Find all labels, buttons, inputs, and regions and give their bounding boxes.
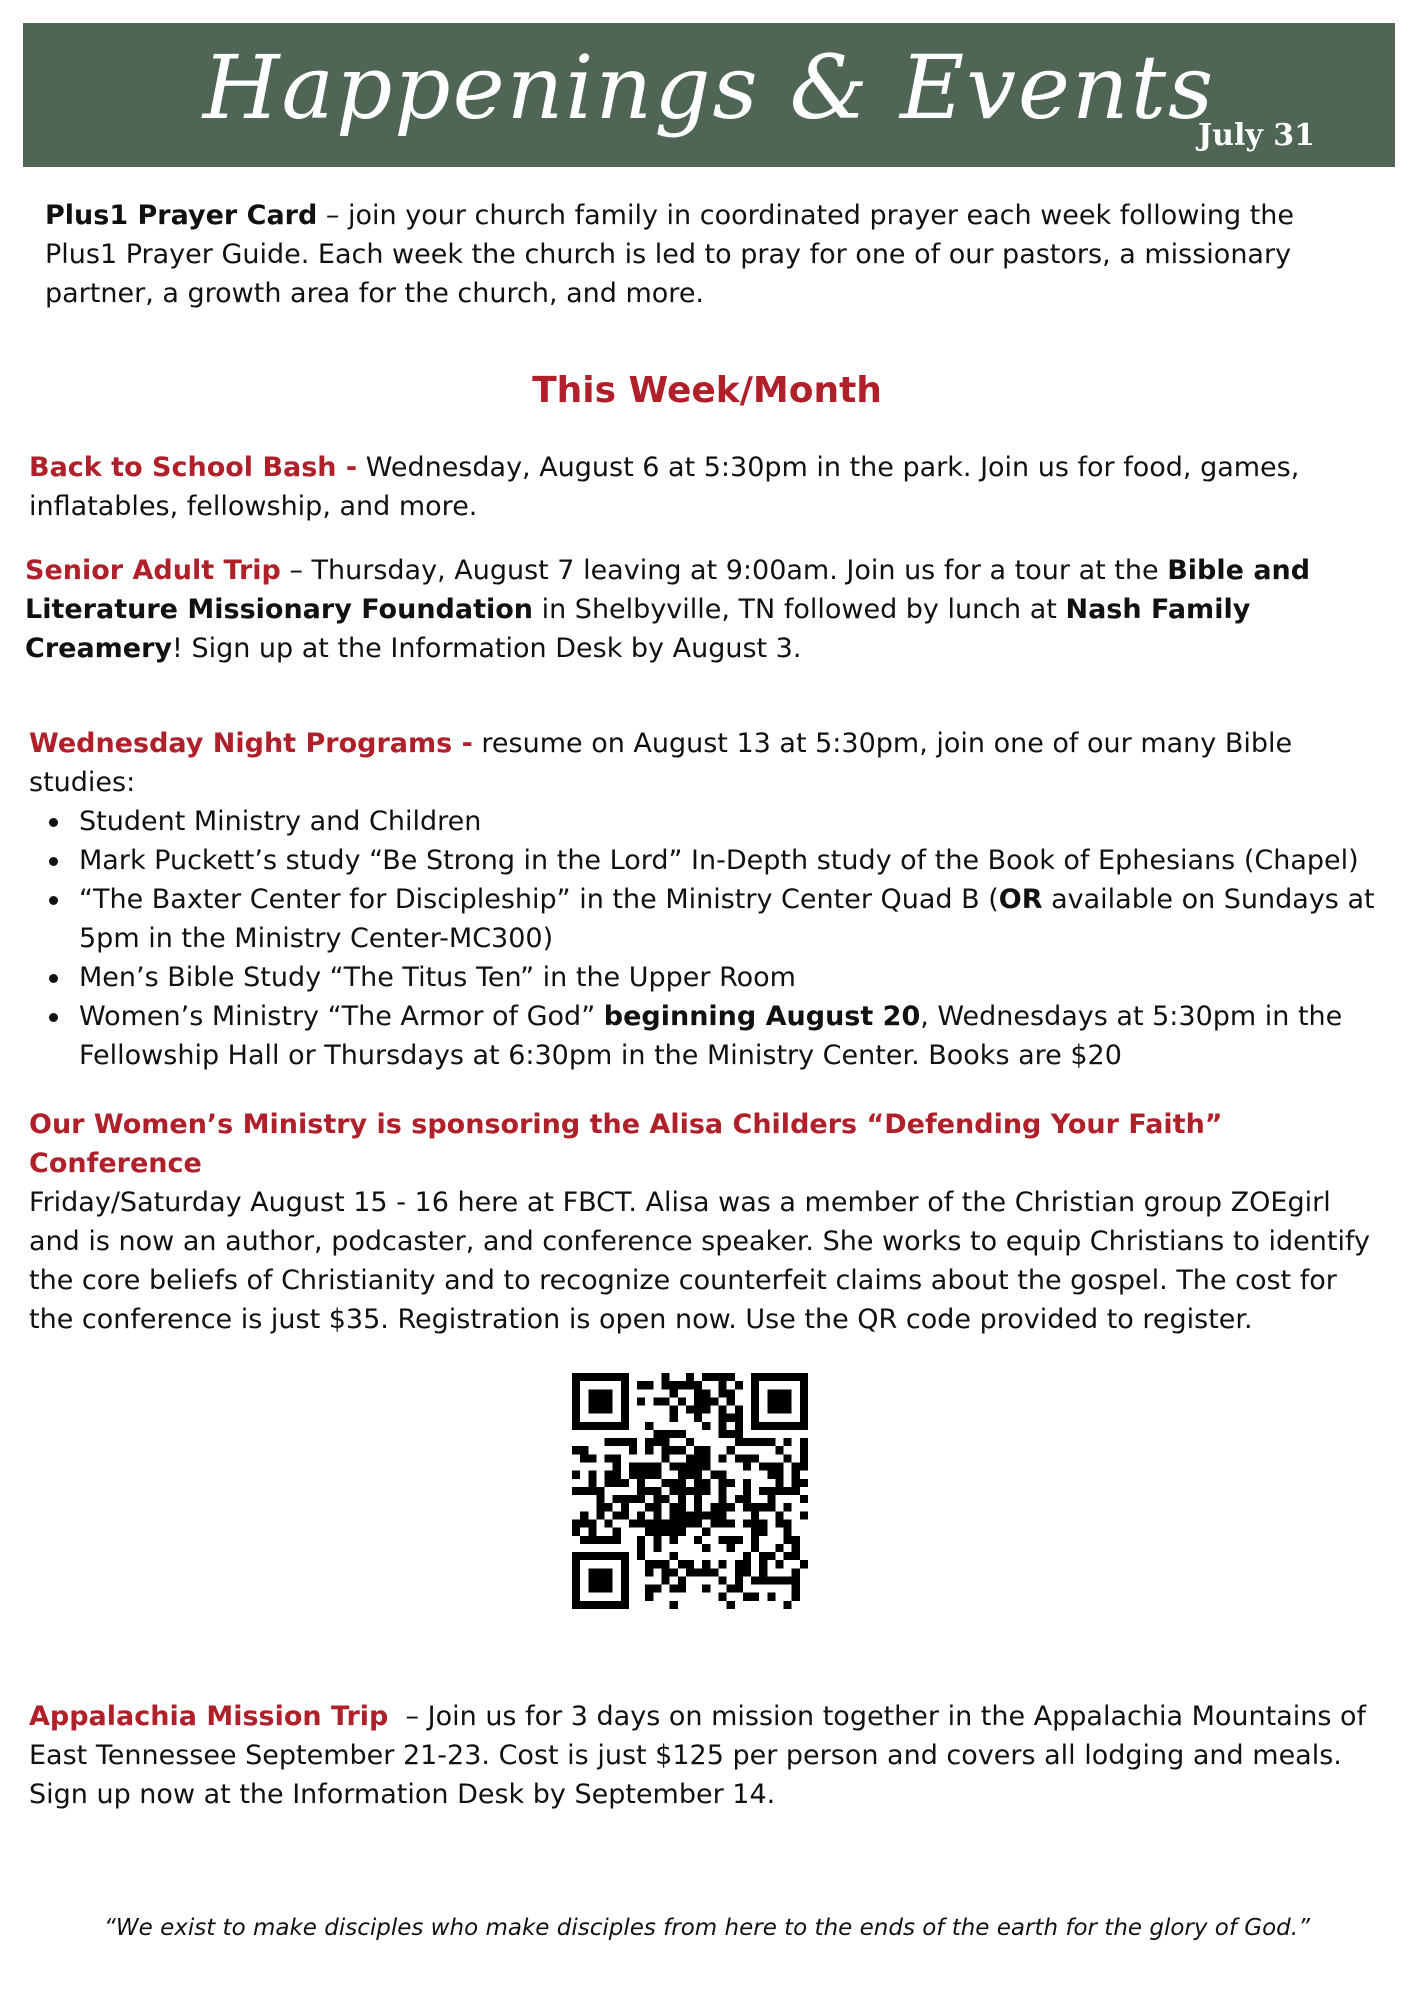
list-item: Student Ministry and Children [79, 802, 1384, 841]
registration-qr-code[interactable] [572, 1373, 808, 1609]
prayer-card-title: Plus1 Prayer Card [45, 200, 318, 231]
issue-date: July 31 [1197, 118, 1315, 153]
event-bold: Nash Family Creamery [25, 594, 1251, 664]
prayer-card-paragraph [45, 196, 1345, 313]
section-heading: This Week/Month [532, 370, 882, 411]
event-text: in Shelbyville, TN followed by lunch at [533, 594, 1066, 625]
list-item: Women’s Ministry “The Armor of God” beginning August 20, Wednesdays at 5:30pm in the Fellowship Hall or Thursdays at 6:30pm in the Ministry Center. Books are $20 [79, 997, 1384, 1075]
event-womens-conference [29, 1105, 1374, 1339]
event-title: Senior Adult Trip [25, 555, 281, 586]
event-title: Appalachia Mission Trip [29, 1701, 389, 1732]
event-title: Back to School Bash - [29, 452, 358, 483]
event-bold: Bible and Literature Missionary Foundation [25, 555, 1311, 625]
header-banner [23, 23, 1395, 167]
page-title: Happenings & Events [202, 36, 1216, 139]
list-item: Mark Puckett’s study “Be Strong in the Lord” In-Depth study of the Book of Ephesians (Chapel) [79, 841, 1384, 880]
event-text: resume on August 13 at 5:30pm, join one of our many Bible studies: [29, 728, 1293, 798]
mission-statement: “We exist to make disciples who make disciples from here to the ends of the earth for the glory of God.” [103, 1915, 1311, 1941]
wednesday-intro [29, 724, 1384, 802]
event-wednesday-programs [29, 724, 1384, 1075]
event-title: Our Women’s Ministry is sponsoring the Alisa Childers “Defending Your Faith” Conference [29, 1109, 1223, 1179]
event-text: ! Sign up at the Information Desk by August 3. [172, 633, 802, 664]
event-text: – Thursday, August 7 leaving at 9:00am. Join us for a tour at the [280, 555, 1168, 586]
event-text: – Join us for 3 days on mission together in the Appalachia Mountains of East Tennessee September 21-23. Cost is just $125 per person and covers all lodging and meals. Sign up now at the Information Desk by September 14. [29, 1701, 1375, 1810]
event-appalachia-trip [29, 1697, 1379, 1814]
event-text: Wednesday, August 6 at 5:30pm in the park. Join us for food, games, inflatables, fellowship, and more. [29, 452, 1300, 522]
event-title: Wednesday Night Programs - [29, 728, 473, 759]
event-back-to-school [29, 448, 1349, 526]
list-item: “The Baxter Center for Discipleship” in the Ministry Center Quad B (OR available on Sundays at 5pm in the Ministry Center-MC300) [79, 880, 1384, 958]
event-senior-trip [25, 551, 1375, 668]
list-item: Men’s Bible Study “The Titus Ten” in the Upper Room [79, 958, 1384, 997]
event-text: Friday/Saturday August 15 - 16 here at FBCT. Alisa was a member of the Christian group ZOEgirl and is now an author, podcaster, and conference speaker. She works to equip Christians to identify the core beliefs of Christianity and to recognize counterfeit claims about the gospel. The cost for the conference is just $35. Registration is open now. Use the QR code provided to register. [29, 1187, 1370, 1335]
bible-study-list [29, 802, 1384, 1075]
prayer-card-text: – join your church family in coordinated prayer each week following the Plus1 Prayer Guide. Each week the church is led to pray for one of our pastors, a missionary partner, a growth area for the church, and more. [45, 200, 1295, 309]
